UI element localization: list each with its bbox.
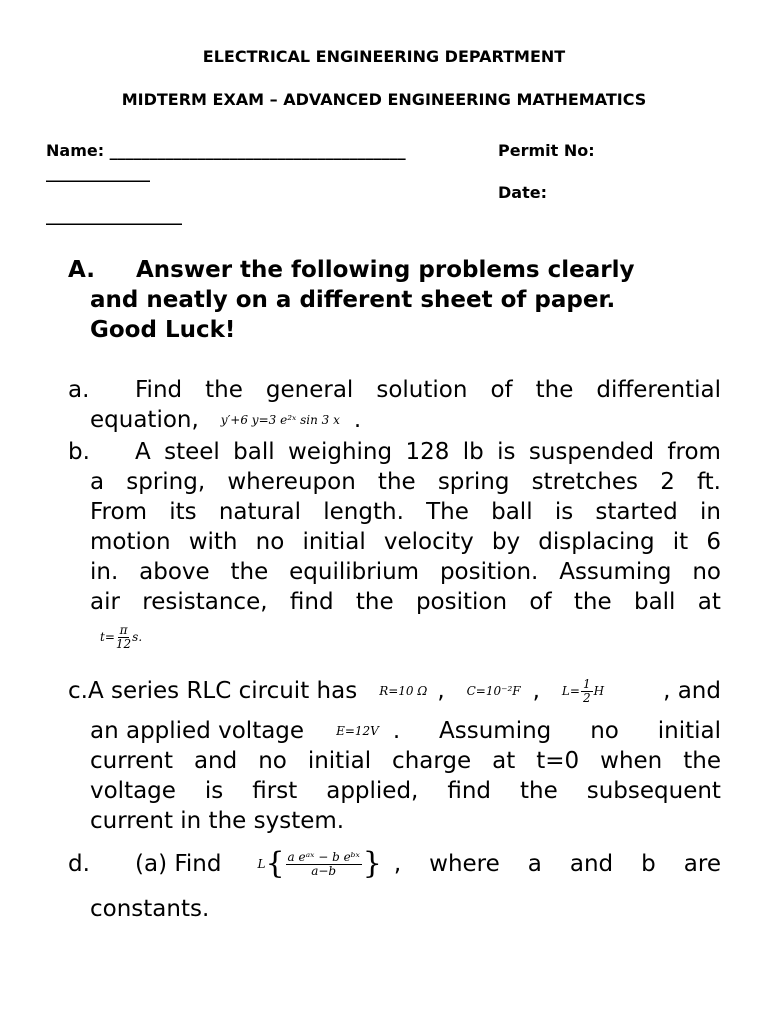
word: , and [663,678,721,704]
word: first [252,778,298,804]
numerator: a eᵃˣ − b eᵇˣ [287,849,360,864]
question-c [68,676,721,836]
section-a-line3: Good Luck! [90,317,236,343]
word: is [554,499,574,525]
question-a-marker: a. [68,377,90,403]
word: at [697,589,721,615]
word: the [205,377,243,403]
name-field-label: Name: _____________________________________ [46,141,406,160]
word: initial [302,529,366,555]
word: equilibrium [289,559,420,585]
word: Assuming [559,559,672,585]
word: ball [233,439,275,465]
section-a-line1: Answer the following problems clearly [136,257,635,283]
word: spring [437,469,510,495]
word: the [377,469,416,495]
denominator: 2 [582,691,591,705]
word: are [683,851,721,877]
denominator: a−b [311,863,337,878]
capacitance-value: C=10⁻²F [466,684,521,698]
fraction [116,624,131,651]
word: above [139,559,210,585]
word: in. [90,559,119,585]
word: steel [164,439,220,465]
word: motion [90,529,171,555]
denominator: 12 [115,637,132,651]
word: lb [462,439,484,465]
math-text: L [257,857,266,871]
word: of [490,377,513,403]
word: initial [307,748,372,774]
word: stretches [531,469,639,495]
question-c-text: A series RLC circuit has [87,678,358,704]
word: spring, [126,469,206,495]
word: general [265,377,354,403]
comma: , [532,678,540,704]
period: . [353,407,362,433]
voltage-value: E=12V [336,724,379,738]
question-b-marker: b. [68,439,90,465]
question-c-marker: c. [68,678,88,704]
word: find [447,778,492,804]
fraction [581,678,593,705]
word: The [426,499,469,525]
laplace-expression: L { a eᵃˣ − b eᵇˣ a−b } [257,846,382,881]
fraction [286,851,362,878]
math-text: s. [132,630,143,644]
word: displacing [538,529,655,555]
question-d [68,842,721,924]
word: the [230,559,269,585]
word: weighing [288,439,393,465]
word: with [188,529,238,555]
word: and [569,851,614,877]
math-text: L= [561,684,580,698]
time-expression [90,623,143,651]
word: velocity [383,529,474,555]
resistance-value: R=10 Ω [379,684,428,698]
word: Assuming [439,718,552,744]
word: ft. [696,469,721,495]
word: voltage [90,778,176,804]
word: where [429,851,500,877]
question-a [68,375,721,435]
word: no [258,748,287,774]
date-field-label: Date: [498,183,547,202]
word: 6 [706,529,721,555]
word: no [255,529,285,555]
word: find [289,589,334,615]
equation-a: y′+6 y=3 e²ˣ sin 3 x [220,413,340,427]
word: charge [392,748,472,774]
word: air [90,589,120,615]
question-c-text: current in the system. [90,808,345,834]
math-text: t= [100,630,115,644]
word: 128 [405,439,450,465]
math-text: H [593,684,605,698]
word: , [393,851,402,877]
word: a [90,469,105,495]
word: length. [323,499,404,525]
word: ball [491,499,533,525]
word: no [590,718,619,744]
word: From [90,499,147,525]
word: the [573,589,612,615]
word: A [135,439,151,465]
word: no [692,559,721,585]
word: whereupon [227,469,356,495]
word: when [600,748,663,774]
word: from [667,439,721,465]
word: a [527,851,542,877]
date-line: _________________ [46,206,182,225]
word: natural [218,499,302,525]
word: the [355,589,394,615]
word: the [520,778,558,804]
word: b [641,851,656,877]
word: and [193,748,238,774]
word: current [90,748,173,774]
word: differential [596,377,721,403]
word: . [392,718,401,744]
word: t=0 [536,748,580,774]
section-a-instructions [68,255,728,345]
word: is [497,439,516,465]
question-d-text: constants. [90,896,210,922]
numerator: 1 [582,677,591,691]
department-heading: ELECTRICAL ENGINEERING DEPARTMENT [202,47,566,66]
comma: , [437,678,445,704]
word: of [529,589,552,615]
exam-title: MIDTERM EXAM – ADVANCED ENGINEERING MATHEMATICS [121,90,647,109]
question-b [68,437,721,652]
word: is [204,778,224,804]
section-a-line2: and neatly on a different sheet of paper. [90,287,616,313]
word: Find [135,377,183,403]
question-a-text: equation, [90,407,199,433]
word: ball [633,589,676,615]
inductance-value [562,676,604,706]
word: the [535,377,574,403]
word: its [169,499,197,525]
word: by [491,529,521,555]
question-d-marker: d. [68,851,90,877]
word: solution [376,377,468,403]
word: initial [657,718,721,744]
question-d-text: (a) Find [135,851,222,877]
word: 2 [660,469,675,495]
word: applied, [326,778,419,804]
section-a-marker: A. [68,257,95,283]
word: in [699,499,721,525]
name-line-continuation: _____________ [46,163,150,182]
word: it [672,529,689,555]
word: resistance, [142,589,268,615]
word: the [683,748,721,774]
word: subsequent [586,778,721,804]
word: position. [439,559,539,585]
permit-field-label: Permit No: [498,141,595,160]
question-c-text: an applied voltage [90,718,305,744]
word: at [492,748,516,774]
word: position [415,589,508,615]
word: started [595,499,678,525]
word: suspended [528,439,655,465]
numerator: π [119,623,128,637]
